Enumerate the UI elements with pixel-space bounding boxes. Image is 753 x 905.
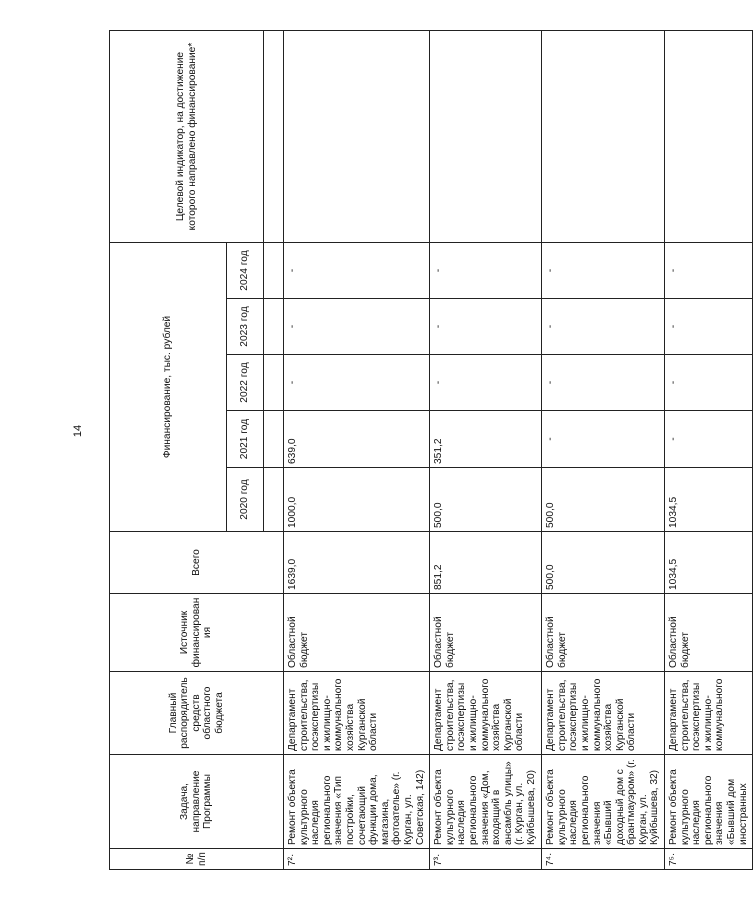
page-number: 14 [72, 424, 84, 438]
row-2024: - [542, 243, 665, 299]
row-2021: 639,0 [284, 411, 430, 468]
table-row [542, 31, 665, 870]
row-2023: - [284, 299, 430, 355]
header-spacer [264, 411, 284, 468]
header-spacer [264, 299, 284, 355]
row-manager: Департамент строительства, госэкспертизы и жилищно-коммунального хозяйства Курганской области [430, 672, 542, 755]
row-total: 851,2 [430, 532, 542, 594]
header-year-2023: 2023 год [227, 299, 264, 355]
row-task: Ремонт объекта культурного наследия регионального значения «Бывший дом иностранных [665, 755, 753, 849]
header-total: Всего [110, 532, 284, 594]
row-2022: - [430, 355, 542, 411]
row-2022: - [665, 355, 753, 411]
row-2022: - [542, 355, 665, 411]
header-row [110, 31, 227, 870]
table-row [284, 31, 430, 870]
header-spacer [264, 243, 284, 299]
row-indicator [542, 31, 665, 243]
row-manager: Департамент строительства, госэкспертизы и жилищно-коммунального хозяйства Курганской области [284, 672, 430, 755]
header-spacer [264, 355, 284, 411]
row-2020: 1000,0 [284, 468, 430, 532]
row-2023: - [542, 299, 665, 355]
table-row [430, 31, 542, 870]
row-2021: - [542, 411, 665, 468]
row-task: Ремонт объекта культурного наследия регионального значения «Бывший доходный дом с брантмауэром» (г. Курган, ул. Куйбышева, 32) [542, 755, 665, 849]
table-row [665, 31, 753, 870]
header-year-2021: 2021 год [227, 411, 264, 468]
row-indicator [665, 31, 753, 243]
row-2023: - [665, 299, 753, 355]
row-2021: - [665, 411, 753, 468]
row-indicator [284, 31, 430, 243]
row-2022: - [284, 355, 430, 411]
row-manager: Департамент строительства, госэкспертизы и жилищно-коммунального хозяйства Курганской области [542, 672, 665, 755]
row-2020: 500,0 [430, 468, 542, 532]
header-task: Задача, направление Программы [110, 755, 284, 849]
row-total: 1639,0 [284, 532, 430, 594]
row-manager: Департамент строительства, госэкспертизы и жилищно-коммунального [665, 672, 753, 755]
row-2023: - [430, 299, 542, 355]
row-source: Областной бюджет [665, 594, 753, 672]
financing-table [109, 30, 753, 870]
header-spacer [264, 468, 284, 532]
row-indicator [430, 31, 542, 243]
row-num: 7⁴· [542, 849, 665, 870]
row-total: 500,0 [542, 532, 665, 594]
header-year-2024: 2024 год [227, 243, 264, 299]
row-task: Ремонт объекта культурного наследия регионального значения «Тип постройки, сочетающий функции дома, магазина, фотоателье» (г. Курган, ул. Советская, 142) [284, 755, 430, 849]
row-task: Ремонт объекта культурного наследия регионального значения «Дом, входящий в ансамбль улицы» (г. Курган, ул. Куйбышева, 20) [430, 755, 542, 849]
row-source: Областной бюджет [430, 594, 542, 672]
header-year-2022: 2022 год [227, 355, 264, 411]
row-total: 1034,5 [665, 532, 753, 594]
header-indicator: Целевой индикатор, на достижение которого направлено финансирование* [110, 31, 264, 243]
row-source: Областной бюджет [284, 594, 430, 672]
row-num: 7²· [284, 849, 430, 870]
header-manager: Главный распорядитель средств областного бюджета [110, 672, 284, 755]
row-2020: 500,0 [542, 468, 665, 532]
row-source: Областной бюджет [542, 594, 665, 672]
header-num: № п/п [110, 849, 284, 870]
row-2024: - [665, 243, 753, 299]
header-financing: Финансирование, тыс. рублей [110, 243, 227, 532]
row-2021: 351,2 [430, 411, 542, 468]
row-2020: 1034,5 [665, 468, 753, 532]
row-num: 7⁵· [665, 849, 753, 870]
row-num: 7³· [430, 849, 542, 870]
row-2024: - [430, 243, 542, 299]
header-spacer [264, 31, 284, 243]
row-2024: - [284, 243, 430, 299]
financing-table-rotated [109, 31, 749, 870]
header-source: Источник финансирования [110, 594, 284, 672]
header-year-2020: 2020 год [227, 468, 264, 532]
